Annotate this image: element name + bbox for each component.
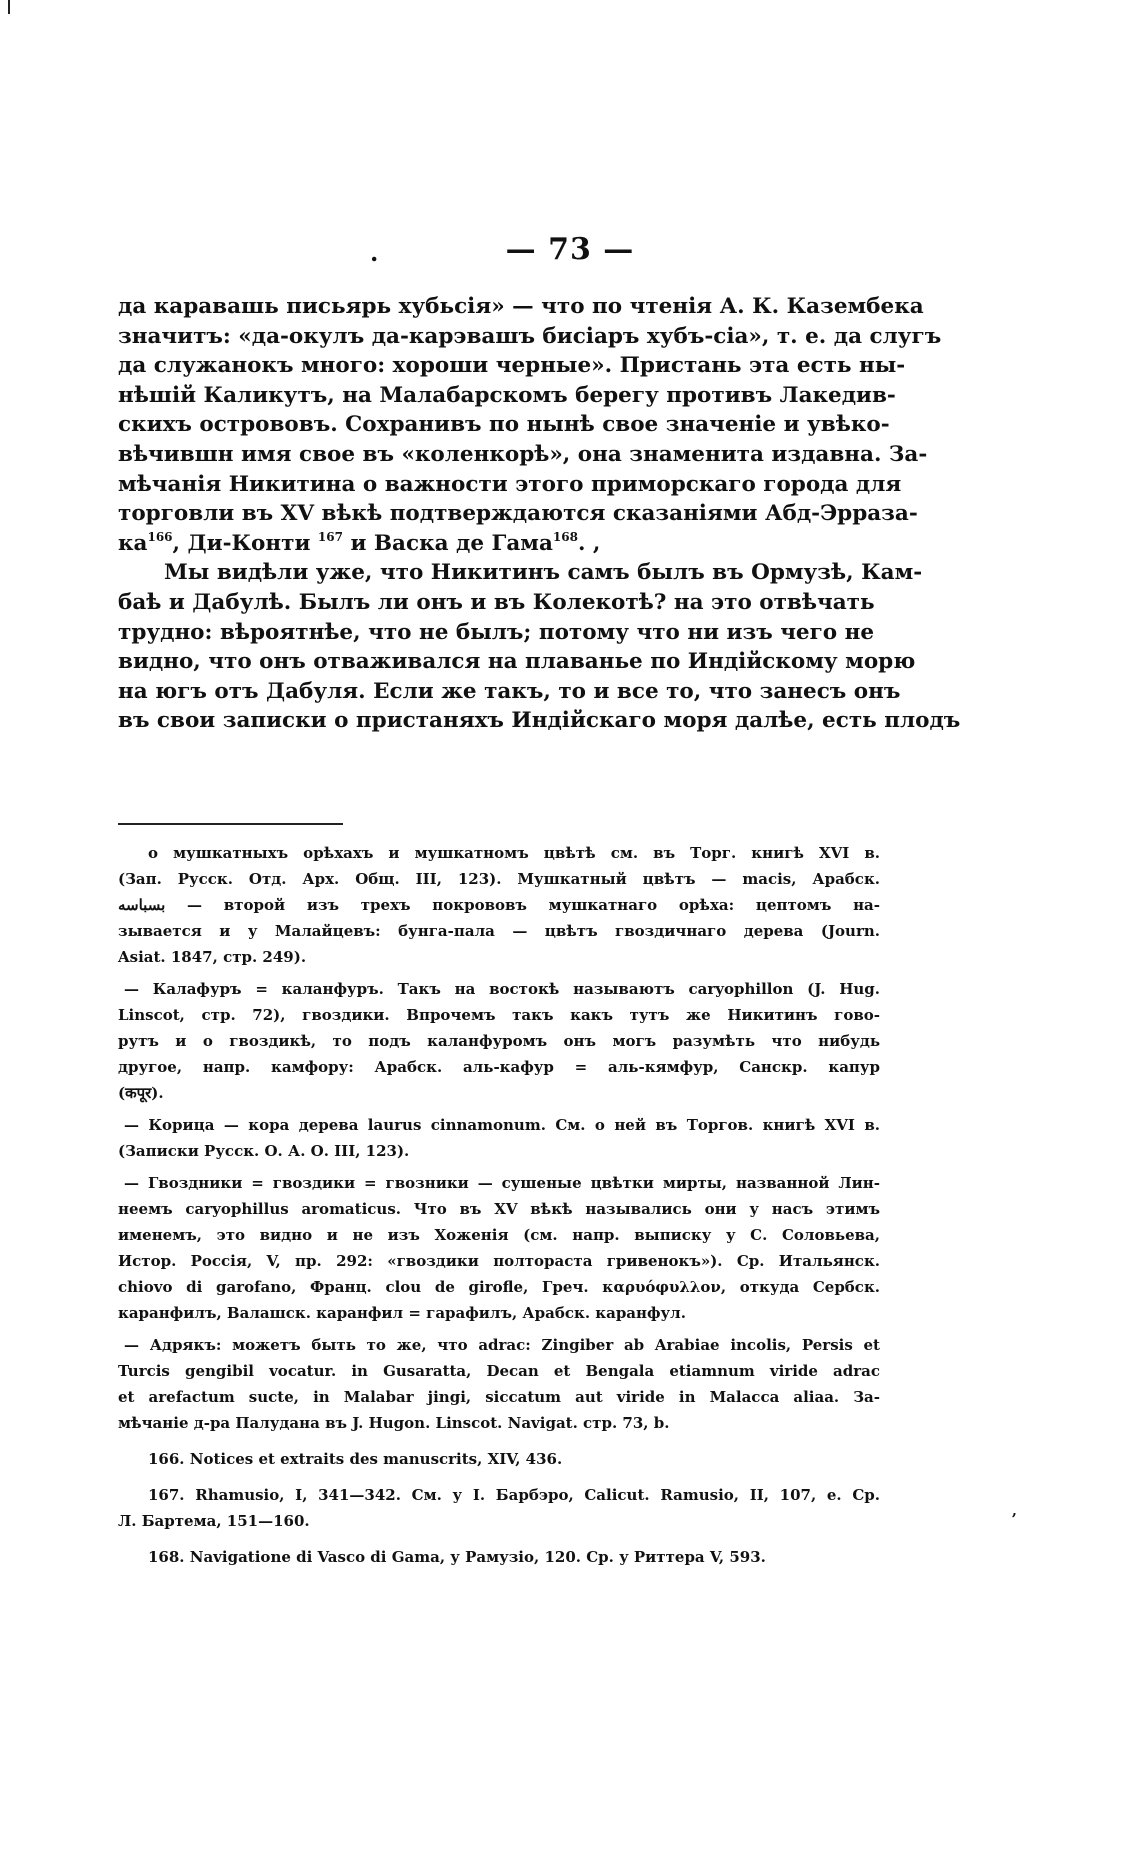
footnote-line: — Корица — кора дерева laurus cinnamonum. См. о ней въ Торгов. книгѣ XVI в. bbox=[124, 1116, 880, 1134]
footnote-167 bbox=[118, 1482, 880, 1534]
footnote-line: 166. Notices et extraits des manuscrits, XIV, 436. bbox=[148, 1450, 563, 1468]
footnote-block bbox=[118, 1112, 880, 1164]
footnote-line: et arefactum sucte, in Malabar jingi, siccatum aut viride in Malacca aliaa. За- bbox=[118, 1388, 880, 1406]
footnote-line: о мушкатныхъ орѣхахъ и мушкатномъ цвѣтѣ см. въ Торг. книгѣ XVI в. bbox=[148, 844, 880, 862]
text-fragment: , Ди-Конти bbox=[172, 530, 318, 556]
footnote-168 bbox=[118, 1544, 880, 1570]
page-edge-mark bbox=[8, 0, 10, 14]
margin-mark: , bbox=[1012, 1503, 1017, 1519]
main-line: вѣчившн имя свое въ «коленкорѣ», она знаменита издавна. За- bbox=[118, 441, 928, 467]
footnote-line: рутъ и о гвоздикѣ, то подъ каланфуромъ онъ могъ разумѣть что нибудь bbox=[118, 1032, 880, 1050]
footnote-line: неемъ caryophillus aromaticus. Что въ XV вѣкѣ назывались они у насъ этимъ bbox=[118, 1200, 880, 1218]
main-line: баѣ и Дабулѣ. Былъ ли онъ и въ Колекотѣ? на это отвѣчать bbox=[118, 589, 875, 615]
footnote-line: بسباسه — второй изъ трехъ покрововъ мушкатнаго орѣха: цептомъ на- bbox=[118, 896, 880, 914]
footnote-separator bbox=[118, 823, 343, 825]
footnote-line: — Адрякъ: можетъ быть то же, что adrac: Zingiber ab Arabiae incolis, Persis et bbox=[124, 1336, 880, 1354]
text-fragment: и Васка де Гама bbox=[342, 530, 553, 556]
main-line: да каравашь письярь хубьсія» — что по чтенія А. К. Казембека bbox=[118, 294, 924, 319]
footnote-ref-167: 167 bbox=[317, 529, 343, 544]
footnote-line: 168. Navigatione di Vasco di Gama, у Рамузіо, 120. Ср. у Риттера V, 593. bbox=[148, 1548, 766, 1566]
page-number bbox=[0, 232, 1140, 267]
footnote-line: — Гвоздники = гвоздики = гвозники — сушеные цвѣтки мирты, названной Лин- bbox=[124, 1174, 880, 1192]
main-line: нѣшій Каликутъ, на Малабарскомъ берегу противъ Лакедив- bbox=[118, 382, 896, 408]
footnote-block bbox=[118, 1170, 880, 1326]
footnote-ref-166: 166 bbox=[147, 529, 173, 544]
main-line: да служанокъ много: хороши черные». Пристань эта есть ны- bbox=[118, 353, 906, 379]
text-fragment: ка bbox=[118, 530, 148, 556]
footnote-block bbox=[118, 1332, 880, 1436]
main-line: значитъ: «да-окулъ да-карэвашъ бисіаръ хубъ-сіа», т. е. да слугъ bbox=[118, 323, 942, 349]
footnote-line: 167. Rhamusio, I, 341—342. См. у I. Барбэро, Calicut. Ramusio, II, 107, e. Ср. bbox=[148, 1486, 880, 1504]
main-line: мѣчанія Никитина о важности этого приморскаго города для bbox=[118, 471, 902, 497]
footnote-block bbox=[118, 840, 880, 970]
main-text bbox=[118, 292, 961, 736]
main-line: въ свои записки о пристаняхъ Индійскаго моря далѣе, есть плодъ bbox=[118, 708, 961, 734]
footnote-line: (Записки Русск. О. А. О. III, 123). bbox=[118, 1142, 410, 1160]
text-fragment: . , bbox=[577, 530, 601, 556]
footnote-line: Л. Бартема, 151—160. bbox=[118, 1512, 310, 1530]
main-line-with-refs bbox=[118, 529, 864, 559]
footnote-line: Turcis gengibil vocatur. in Gusaratta, Decan et Bengala etiamnum viride adrac bbox=[118, 1362, 880, 1380]
footnote-line: именемъ, это видно и не изъ Хоженія (см. напр. выписку у С. Соловьева, bbox=[118, 1226, 880, 1244]
main-line: на югъ отъ Дабуля. Если же такъ, то и все то, что занесъ онъ bbox=[118, 678, 901, 704]
main-line: торговли въ XV вѣкѣ подтверждаются сказаніями Абд-Эрраза- bbox=[118, 501, 918, 527]
footnote-line: зывается и у Малайцевъ: бунга-пала — цвѣтъ гвоздичнаго дерева (Journ. bbox=[118, 922, 880, 940]
page-number-dot: . bbox=[370, 238, 380, 267]
page-number-text: — 73 — bbox=[505, 232, 635, 267]
footnote-line: Linscot, стр. 72), гвоздики. Впрочемъ такъ какъ тутъ же Никитинъ гово- bbox=[118, 1006, 880, 1024]
footnote-line: (Зап. Русск. Отд. Арх. Общ. III, 123). Мушкатный цвѣтъ — macis, Арабск. bbox=[118, 870, 880, 888]
footnote-line: каранфилъ, Валашск. каранфил = гарафилъ, Арабск. каранфул. bbox=[118, 1304, 686, 1322]
main-line: скихъ острововъ. Сохранивъ по нынѣ свое значеніе и увѣко- bbox=[118, 412, 890, 438]
footnote-line: — Калафуръ = каланфуръ. Такъ на востокѣ называютъ caryophillon (J. Hug. bbox=[124, 980, 880, 998]
footnote-line: Asiat. 1847, стр. 249). bbox=[118, 948, 307, 966]
main-line: трудно: вѣроятнѣе, что не былъ; потому что ни изъ чего не bbox=[118, 619, 875, 645]
footnotes bbox=[118, 840, 880, 1576]
footnote-line: другое, напр. камфору: Арабск. аль-кафур = аль-кямфур, Санскр. капур bbox=[118, 1058, 880, 1076]
footnote-line: мѣчаніе д-ра Палудана въ J. Hugon. Linscot. Navigat. стр. 73, b. bbox=[118, 1414, 670, 1432]
main-line: видно, что онъ отваживался на плаванье по Индійскому морю bbox=[118, 649, 916, 675]
footnote-line: (कपूर). bbox=[118, 1084, 164, 1102]
footnote-block bbox=[118, 976, 880, 1106]
footnote-166 bbox=[118, 1446, 880, 1472]
footnote-line: chiovo di garofano, Франц. clou de girofle, Греч. καρυόφυλλον, откуда Сербск. bbox=[118, 1278, 880, 1296]
footnote-line: Истор. Россія, V, пр. 292: «гвоздики полтораста гривенокъ»). Ср. Итальянск. bbox=[118, 1252, 880, 1270]
main-line: Мы видѣли уже, что Никитинъ самъ былъ въ Ормузѣ, Кам- bbox=[164, 560, 923, 586]
footnote-ref-168: 168 bbox=[552, 529, 578, 544]
